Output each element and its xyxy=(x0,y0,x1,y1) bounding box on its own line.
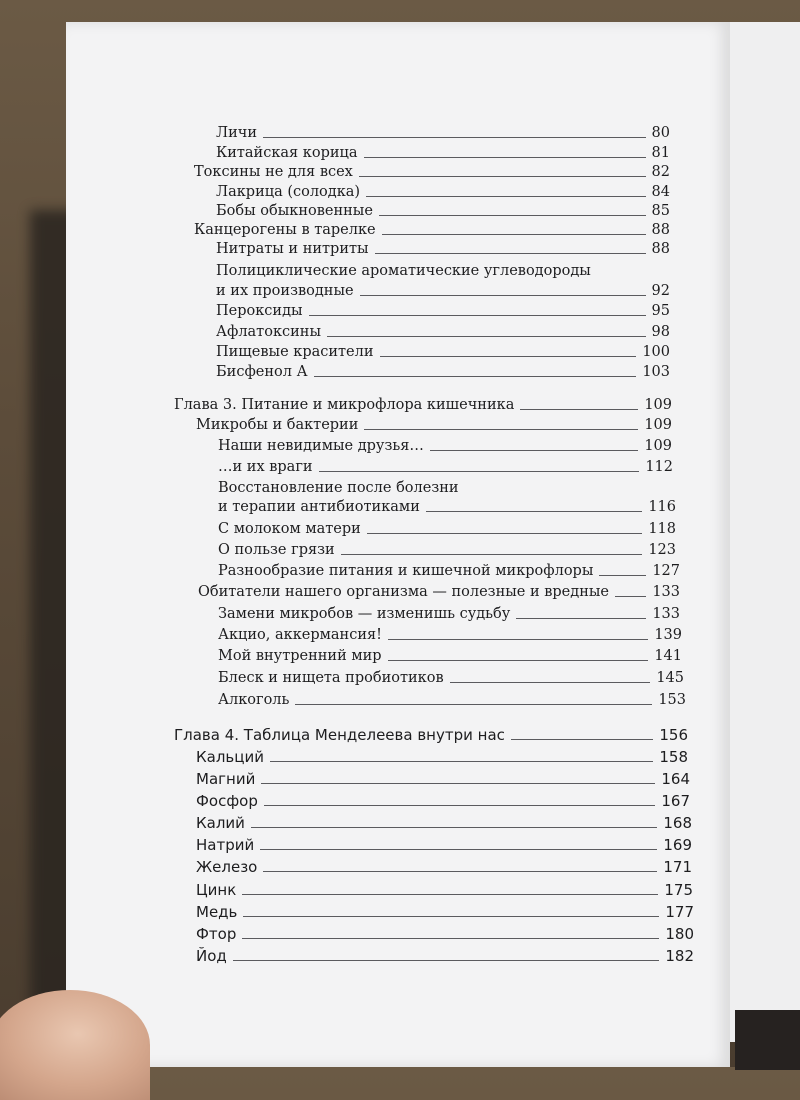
toc-entry xyxy=(218,454,673,476)
toc-entry-title: Нитраты и нитриты xyxy=(216,241,369,257)
dot-leader xyxy=(388,639,648,640)
toc-entry-page: 182 xyxy=(665,947,694,965)
toc-entry-title: Разнообразие питания и кишечной микрофлоры xyxy=(218,563,594,579)
dot-leader xyxy=(242,894,658,895)
toc-entry-title: О пользе грязи xyxy=(218,542,335,558)
toc-entry-page: 109 xyxy=(644,397,672,413)
chapter-heading xyxy=(174,392,672,414)
dot-leader xyxy=(511,739,653,740)
toc-entry-title: Обитатели нашего организма — полезные и вредные xyxy=(198,584,609,600)
toc-entry-title: Алкоголь xyxy=(218,692,290,708)
toc-entry xyxy=(216,258,670,280)
dot-leader xyxy=(359,176,646,177)
dot-leader xyxy=(360,295,646,296)
toc-entry xyxy=(216,236,670,258)
dot-leader xyxy=(263,137,646,138)
toc-entry-title: С молоком матери xyxy=(218,521,361,537)
toc-entry xyxy=(216,319,670,341)
toc-entry-title: Личи xyxy=(216,125,258,141)
toc-entry-title: Железо xyxy=(196,858,258,876)
toc-entry-title: и их производные xyxy=(216,283,354,299)
toc-entry-title: Медь xyxy=(196,903,238,921)
toc-entry xyxy=(216,298,670,320)
dot-leader xyxy=(251,827,657,828)
toc-entry xyxy=(196,943,694,965)
next-page-edge xyxy=(728,22,800,1042)
toc-entry-title: Лакрица (солодка) xyxy=(216,184,361,200)
dot-leader xyxy=(375,253,646,254)
toc-entry-title: Натрий xyxy=(196,836,255,854)
toc-entry-title: Полициклические ароматические углеводороды xyxy=(216,263,591,279)
toc-entry xyxy=(196,766,690,788)
toc-entry-page: 123 xyxy=(648,542,676,558)
toc-entry xyxy=(218,687,686,709)
dot-leader xyxy=(520,409,638,410)
toc-entry-page: 145 xyxy=(656,670,684,686)
toc-entry-title: Бисфенол А xyxy=(216,364,308,380)
toc-entry-page: 82 xyxy=(651,164,670,180)
toc-entry xyxy=(218,537,676,559)
chapter-heading xyxy=(174,722,688,744)
toc-entry xyxy=(196,921,694,943)
toc-entry-title: Наши невидимые друзья… xyxy=(218,438,424,454)
toc-entry xyxy=(216,359,670,381)
dot-leader xyxy=(516,618,646,619)
toc-entry-title: и терапии антибиотиками xyxy=(218,499,420,515)
toc-entry-page: 133 xyxy=(652,606,680,622)
toc-entry-page: 100 xyxy=(642,344,670,360)
toc-entry xyxy=(196,899,694,921)
dot-leader xyxy=(380,356,637,357)
dot-leader xyxy=(367,533,643,534)
toc-entry-page: 133 xyxy=(652,584,680,600)
toc-entry xyxy=(194,159,670,181)
dot-leader xyxy=(382,234,646,235)
dot-leader xyxy=(309,315,646,316)
dot-leader xyxy=(327,336,646,337)
toc-entry-page: 177 xyxy=(665,903,694,921)
toc-entry-title: Магний xyxy=(196,770,256,788)
dot-leader xyxy=(388,660,649,661)
toc-entry-page: 139 xyxy=(654,627,682,643)
toc-entry-page: 118 xyxy=(648,521,676,537)
dot-leader xyxy=(319,471,640,472)
toc-entry-page: 109 xyxy=(644,438,672,454)
toc-entry-page: 156 xyxy=(659,726,688,744)
toc-entry-title: Китайская корица xyxy=(216,145,358,161)
dot-leader xyxy=(379,215,646,216)
toc-entry-page: 92 xyxy=(651,283,670,299)
toc-entry-title: Мой внутренний мир xyxy=(218,648,382,664)
toc-entry-page: 112 xyxy=(645,459,673,475)
toc-entry xyxy=(218,558,680,580)
toc-entry-page: 169 xyxy=(663,836,692,854)
toc-entry xyxy=(196,877,693,899)
toc-entry-page: 88 xyxy=(651,241,670,257)
dot-leader xyxy=(263,871,657,872)
toc-entry-title: Цинк xyxy=(196,881,237,899)
toc-entry-title: Глава 3. Питание и микрофлора кишечника xyxy=(174,397,515,413)
toc-entry-title: Йод xyxy=(196,947,227,965)
toc-entry-title: Токсины не для всех xyxy=(194,164,353,180)
toc-entry xyxy=(218,601,680,623)
toc-entry xyxy=(196,744,688,766)
toc-entry-title: Фтор xyxy=(196,925,237,943)
toc-entry-title: Афлатоксины xyxy=(216,324,321,340)
toc-entry-page: 153 xyxy=(658,692,686,708)
toc-entry-title: Бобы обыкновенные xyxy=(216,203,373,219)
toc-entry xyxy=(218,494,676,516)
toc-entry-title: Глава 4. Таблица Менделеева внутри нас xyxy=(174,726,505,744)
dot-leader xyxy=(295,704,652,705)
toc-entry-page: 95 xyxy=(651,303,670,319)
toc-entry-title: Восстановление после болезни xyxy=(218,480,459,496)
dot-leader xyxy=(242,938,659,939)
dot-leader xyxy=(364,429,638,430)
toc-entry-page: 116 xyxy=(648,499,676,515)
toc-entry-title: Пероксиды xyxy=(216,303,303,319)
dot-leader xyxy=(314,376,637,377)
toc-entry-page: 109 xyxy=(644,417,672,433)
toc-entry-title: Блеск и нищета пробиотиков xyxy=(218,670,444,686)
toc-entry-page: 175 xyxy=(664,881,693,899)
toc-entry xyxy=(216,278,670,300)
toc-entry-page: 164 xyxy=(661,770,690,788)
dot-leader xyxy=(364,157,646,158)
toc-entry-page: 103 xyxy=(642,364,670,380)
toc-entry-page: 168 xyxy=(663,814,692,832)
dot-leader xyxy=(260,849,657,850)
dot-leader xyxy=(233,960,660,961)
toc-entry-page: 171 xyxy=(663,858,692,876)
toc-entry-page: 167 xyxy=(661,792,690,810)
thumb xyxy=(0,990,150,1100)
toc-entry xyxy=(196,412,672,434)
dot-leader xyxy=(270,761,653,762)
toc-entry xyxy=(218,665,684,687)
toc-entry xyxy=(218,643,682,665)
toc-entry-page: 158 xyxy=(659,748,688,766)
toc-entry xyxy=(196,832,692,854)
toc-entry-title: Кальций xyxy=(196,748,264,766)
toc-entry-page: 84 xyxy=(651,184,670,200)
dot-leader xyxy=(615,596,646,597)
dot-leader xyxy=(426,511,642,512)
toc-entry-page: 85 xyxy=(651,203,670,219)
toc-entry xyxy=(218,516,676,538)
book-page xyxy=(66,22,730,1067)
toc-entry xyxy=(196,788,690,810)
dot-leader xyxy=(261,783,655,784)
toc-entry-title: Акцио, аккермансия! xyxy=(218,627,382,643)
toc-entry xyxy=(216,120,670,142)
toc-entry-page: 180 xyxy=(665,925,694,943)
toc-entry xyxy=(196,810,692,832)
toc-entry-title: …и их враги xyxy=(218,459,313,475)
toc-entry-page: 98 xyxy=(651,324,670,340)
toc-entry xyxy=(216,339,670,361)
book-cover-edge xyxy=(735,1010,800,1070)
dot-leader xyxy=(264,805,655,806)
toc-entry-page: 88 xyxy=(651,222,670,238)
dot-leader xyxy=(341,554,643,555)
toc-entry xyxy=(196,854,692,876)
toc-entry-title: Канцерогены в тарелке xyxy=(194,222,376,238)
toc-entry-title: Пищевые красители xyxy=(216,344,374,360)
toc-entry-title: Калий xyxy=(196,814,245,832)
toc-entry-title: Фосфор xyxy=(196,792,258,810)
toc-entry-page: 80 xyxy=(651,125,670,141)
toc-entry xyxy=(198,579,680,601)
dot-leader xyxy=(430,450,638,451)
dot-leader xyxy=(243,916,659,917)
toc-entry-title: Микробы и бактерии xyxy=(196,417,359,433)
dot-leader xyxy=(450,682,651,683)
dot-leader xyxy=(599,575,646,576)
toc-entry-title: Замени микробов — изменишь судьбу xyxy=(218,606,511,622)
toc-entry xyxy=(218,622,682,644)
toc-entry-page: 141 xyxy=(654,648,682,664)
dot-leader xyxy=(366,196,645,197)
toc-entry xyxy=(218,433,672,455)
toc-entry-page: 81 xyxy=(651,145,670,161)
toc-entry-page: 127 xyxy=(652,563,680,579)
